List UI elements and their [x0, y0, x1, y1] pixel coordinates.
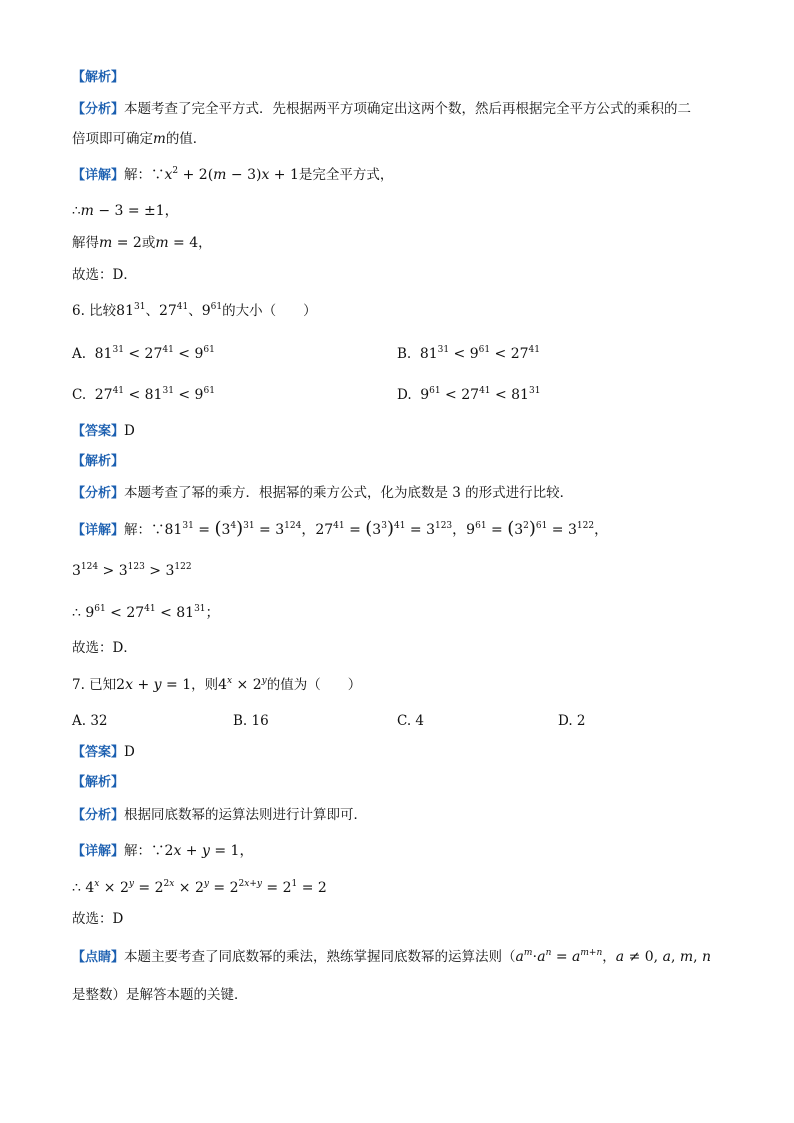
q6-conclusion-line: ∴ $9^{61} < 27^{41} < 81^{31}$；	[72, 604, 220, 621]
q5-analysis-line-2	[72, 128, 206, 150]
q6-fenxi-line	[72, 482, 573, 505]
q5-analysis-text-1: 本题考查了完全平方式．先根据两平方项确定出这两个数，然后再根据完全平方公式的乘积的二	[124, 101, 692, 117]
q5-detail-suffix: 是完全平方式，	[298, 167, 394, 183]
q5-analysis-text-2b: 的值．	[165, 131, 207, 147]
q7-fenxi-text: 根据同底数幂的运算法则进行计算即可．	[124, 807, 368, 823]
fenxi-tag: 【分析】	[72, 808, 125, 823]
q5-choose: 故选：D．	[72, 267, 137, 283]
q7-stem	[72, 674, 361, 696]
q6-detail-expression: $81^{31} = (3^4)^{31} = 3^{124}$，$27^{41} = (3^3)^{41} = 3^{123}$，$9^{61} = (3^2)^{61} = 3^{122}$，	[164, 518, 609, 539]
q6-option-b-label: B.	[397, 346, 412, 362]
q6-option-c-label: C.	[72, 387, 87, 403]
answer-tag: 【答案】	[72, 424, 125, 439]
analysis-tag: 【解析】	[72, 775, 125, 790]
q7-dianjing-line-1	[72, 946, 711, 969]
answer-tag: 【答案】	[72, 745, 125, 760]
q6-stem-prefix: 6. 比较	[72, 303, 117, 319]
q7-detail-line	[72, 840, 253, 863]
q7-fenxi-line	[72, 804, 367, 827]
q6-sep-1: 、	[145, 303, 159, 319]
q7-option-c: C. 4	[397, 713, 425, 729]
fenxi-tag: 【分析】	[72, 102, 125, 117]
q7-option-b: B. 16	[233, 713, 269, 729]
q6-option-a-label: A.	[72, 346, 87, 362]
q5-solution-1: m = 2	[99, 235, 142, 251]
q6-answer-line	[72, 420, 135, 443]
q7-detail-prefix: 解：∵	[124, 843, 165, 859]
q5-detail-line	[72, 164, 393, 187]
q7-answer: D	[124, 744, 135, 760]
q7-condition: 2x + y = 1	[116, 677, 192, 693]
q7-stem-prefix: 7. 已知	[72, 677, 117, 693]
analysis-tag: 【解析】	[72, 70, 125, 85]
q5-variable-m: m	[153, 131, 166, 147]
q5-analysis-text-2a: 倍项即可确定	[72, 131, 153, 147]
q6-answer: D	[124, 423, 135, 439]
q5-step-line	[72, 200, 179, 222]
q6-option-d: D. $9^{61} < 27^{41} < 81^{31}$	[397, 386, 541, 403]
q5-detail-prefix: 解：∵	[124, 167, 165, 183]
detail-tag: 【详解】	[72, 168, 125, 183]
q6-option-a: A. $81^{31} < 27^{41} < 9^{61}$	[72, 345, 215, 362]
q6-option-c: C. $27^{41} < 81^{31} < 9^{61}$	[72, 386, 215, 403]
q7-detail-condition: 2x + y = 1，	[164, 843, 254, 859]
q6-term-2: $27^{41}$	[158, 302, 189, 319]
analysis-tag: 【解析】	[72, 454, 125, 469]
q6-compare-line: $3^{124} > 3^{123} > 3^{122}$	[72, 562, 192, 579]
q6-choose: 故选：D．	[72, 640, 137, 656]
therefore-symbol: ∴	[72, 203, 81, 219]
detail-tag: 【详解】	[72, 844, 125, 859]
q7-target-expression: $4^x \times 2^y$	[218, 676, 267, 693]
q7-option-a: A. 32	[72, 713, 108, 729]
q5-solve-line	[72, 232, 212, 254]
q6-option-b: B. $81^{31} < 9^{61} < 27^{41}$	[397, 345, 540, 362]
q6-detail-prefix: 解：∵	[124, 522, 165, 538]
q6-option-d-label: D.	[397, 387, 412, 403]
q7-option-d: D. 2	[558, 713, 586, 729]
q6-sep-2: 、	[188, 303, 202, 319]
q6-fenxi-text: 本题考查了幂的乘方．根据幂的乘方公式，化为底数是 3 的形式进行比较．	[124, 485, 574, 501]
q6-term-1: $81^{31}$	[116, 302, 146, 319]
q7-dianjing-mid: ，	[602, 949, 616, 965]
q7-answer-line	[72, 741, 135, 764]
dianjing-tag: 【点睛】	[72, 950, 125, 965]
q7-analysis-heading	[72, 771, 124, 794]
q6-analysis-heading	[72, 450, 124, 473]
q5-solve-end: ，	[198, 235, 212, 251]
analysis-heading	[72, 66, 124, 89]
q6-detail-line	[72, 519, 608, 542]
q7-choose: 故选：D	[72, 911, 124, 927]
q5-expression: $x^2 + 2(m - 3)x + 1$	[164, 166, 299, 183]
q7-stem-end: 的值为（ ）	[266, 677, 362, 693]
q5-analysis-line-1	[72, 98, 691, 121]
q5-solve-prefix: 解得	[72, 235, 99, 251]
q7-rule-condition: a ≠ 0, a, m, n	[615, 949, 712, 965]
q6-term-3: $9^{61}$	[201, 302, 223, 319]
q6-stem-end: 的大小（ ）	[222, 303, 317, 319]
fenxi-tag: 【分析】	[72, 486, 125, 501]
q7-calculation-line: ∴ $4^x \times 2^y = 2^{2x} \times 2^y = 2^{2x+y} = 2^1 = 2$	[72, 879, 327, 896]
detail-tag: 【详解】	[72, 523, 125, 538]
q7-dianjing-line-2: 是整数）是解答本题的关键．	[72, 987, 248, 1003]
q5-solve-or: 或	[141, 235, 156, 251]
q6-stem	[72, 300, 317, 322]
q7-stem-mid: ，则	[191, 677, 219, 693]
q7-rule-formula: $a^m\cdot a^n = a^{m+n}$	[515, 948, 603, 965]
q5-step-expression: m − 3 = ±1，	[80, 203, 179, 219]
q5-solution-2: m = 4	[155, 235, 199, 251]
q7-dianjing-text: 本题主要考查了同底数幂的乘法，熟练掌握同底数幂的运算法则（	[124, 949, 516, 965]
